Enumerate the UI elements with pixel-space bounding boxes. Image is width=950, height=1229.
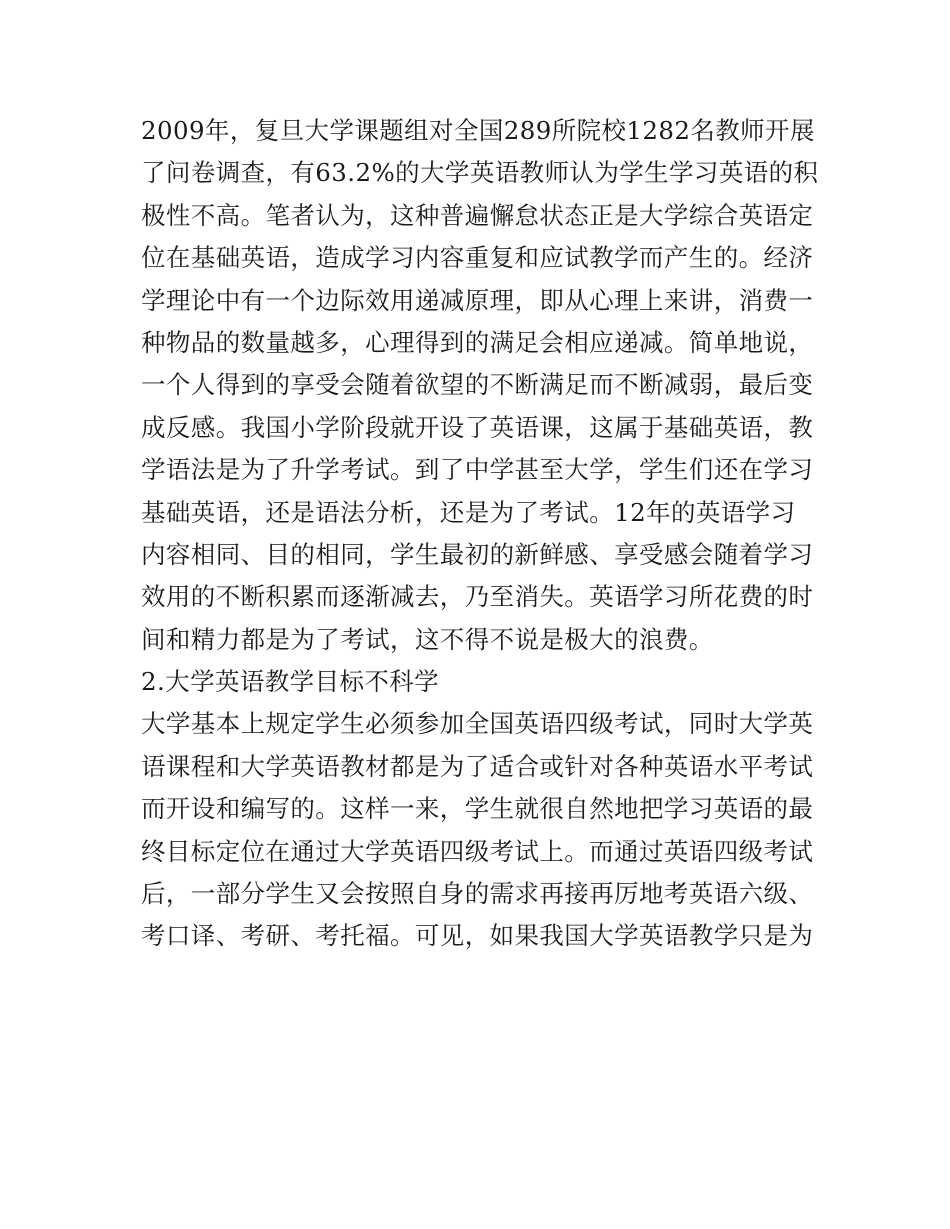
text-line: 内容相同、目的相同，学生最初的新鲜感、享受感会随着学习 bbox=[141, 539, 814, 569]
text-line: 基础英语，还是语法分析，还是为了考试。12年的英语学习 bbox=[141, 497, 796, 527]
body-text bbox=[141, 110, 821, 958]
text-line: 种物品的数量越多，心理得到的满足会相应递减。简单地说， bbox=[141, 327, 814, 357]
text-line: 间和精力都是为了考试，这不得不说是极大的浪费。 bbox=[141, 624, 714, 654]
text-line: 大学基本上规定学生必须参加全国英语四级考试，同时大学英 bbox=[141, 709, 814, 739]
text-line: 效用的不断积累而逐渐减去，乃至消失。英语学习所花费的时 bbox=[141, 582, 814, 612]
text-line: 2009年，复旦大学课题组对全国289所院校1282名教师开展 bbox=[141, 116, 815, 145]
text-line: 而开设和编写的。这样一来，学生就很自然地把学习英语的最 bbox=[141, 794, 814, 824]
text-line: 成反感。我国小学阶段就开设了英语课，这属于基础英语，教 bbox=[141, 412, 814, 442]
text-line: 后，一部分学生又会按照自身的需求再接再厉地考英语六级、 bbox=[141, 879, 814, 909]
section-heading: 2.大学英语教学目标不科学 bbox=[141, 667, 440, 697]
text-line: 一个人得到的享受会随着欲望的不断满足而不断减弱，最后变 bbox=[141, 370, 814, 400]
text-line: 学理论中有一个边际效用递减原理，即从心理上来讲，消费一 bbox=[141, 285, 814, 315]
text-line: 极性不高。笔者认为，这种普遍懈怠状态正是大学综合英语定 bbox=[141, 200, 814, 230]
text-line: 终目标定位在通过大学英语四级考试上。而通过英语四级考试 bbox=[141, 836, 814, 866]
text-line: 语课程和大学英语教材都是为了适合或针对各种英语水平考试 bbox=[141, 751, 814, 781]
text-line: 学语法是为了升学考试。到了中学甚至大学，学生们还在学习 bbox=[141, 455, 814, 485]
text-line: 了问卷调查，有63.2%的大学英语教师认为学生学习英语的积 bbox=[141, 158, 819, 188]
text-line: 位在基础英语，造成学习内容重复和应试教学而产生的。经济 bbox=[141, 243, 814, 273]
text-line: 考口译、考研、考托福。可见，如果我国大学英语教学只是为 bbox=[141, 921, 814, 951]
